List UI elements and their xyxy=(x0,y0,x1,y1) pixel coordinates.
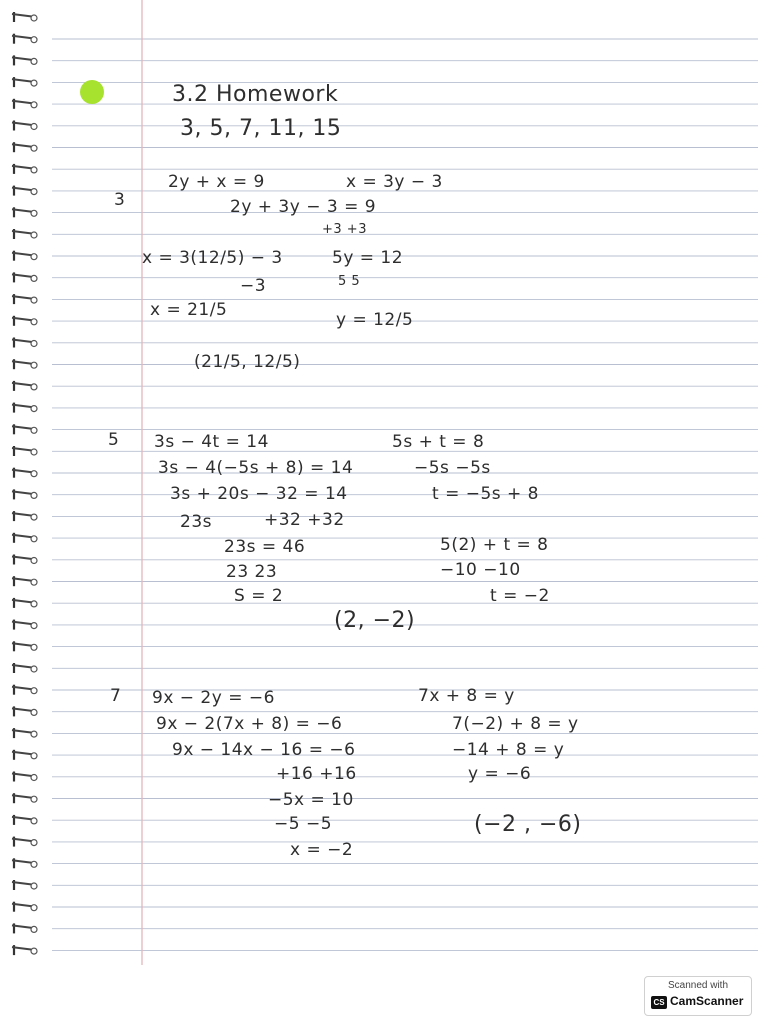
work-line: −3 xyxy=(240,276,267,296)
spiral-ring xyxy=(12,468,37,478)
spiral-ring xyxy=(12,77,37,87)
spiral-ring xyxy=(12,229,37,239)
spiral-ring xyxy=(12,793,37,803)
spiral-ring xyxy=(12,251,37,261)
spiral-ring xyxy=(12,880,37,890)
work-line: −5s −5s xyxy=(414,458,491,478)
spiral-ring xyxy=(12,424,37,434)
spiral-ring xyxy=(12,858,37,868)
spiral-ring xyxy=(12,121,37,131)
work-line: y = −6 xyxy=(468,764,532,784)
work-line: x = −2 xyxy=(290,840,354,860)
work-line: 23s xyxy=(180,512,212,532)
spiral-ring xyxy=(12,620,37,630)
work-line: 5s + t = 8 xyxy=(392,432,485,452)
spiral-ring xyxy=(12,533,37,543)
work-line: −5 −5 xyxy=(274,814,333,834)
watermark-caption: Scanned with xyxy=(667,980,729,991)
spiral-ring xyxy=(12,316,37,326)
spiral-binding xyxy=(12,12,37,955)
spiral-ring xyxy=(12,902,37,912)
work-line: S = 2 xyxy=(234,586,284,606)
spiral-ring xyxy=(12,815,37,825)
answer: (2, −2) xyxy=(334,608,416,633)
work-line: 9x − 14x − 16 = −6 xyxy=(172,740,356,760)
spiral-ring xyxy=(12,446,37,456)
spiral-ring xyxy=(12,34,37,44)
work-line: 3s + 20s − 32 = 14 xyxy=(170,484,348,504)
spiral-ring xyxy=(12,403,37,413)
spiral-ring xyxy=(12,186,37,196)
work-line: x = 3(12/5) − 3 xyxy=(142,248,283,268)
work-line: 3s − 4t = 14 xyxy=(154,432,269,452)
work-line: −5x = 10 xyxy=(268,790,354,810)
work-line: 9x − 2(7x + 8) = −6 xyxy=(156,714,343,734)
spiral-ring xyxy=(12,207,37,217)
spiral-ring xyxy=(12,272,37,282)
spiral-ring xyxy=(12,338,37,348)
spiral-ring xyxy=(12,511,37,521)
problem-number: 7 xyxy=(110,686,122,706)
work-line: 5y = 12 xyxy=(332,248,404,268)
work-line: 5(2) + t = 8 xyxy=(440,535,549,555)
spiral-ring xyxy=(12,164,37,174)
work-line: 2y + 3y − 3 = 9 xyxy=(230,197,377,217)
work-line: t = −2 xyxy=(490,586,550,606)
spiral-ring xyxy=(12,685,37,695)
spiral-ring xyxy=(12,641,37,651)
spiral-ring xyxy=(12,359,37,369)
work-line: 3s − 4(−5s + 8) = 14 xyxy=(158,458,354,478)
spiral-ring xyxy=(12,576,37,586)
work-line: 23 23 xyxy=(226,562,278,582)
camscanner-logo-icon: CS xyxy=(651,996,667,1009)
work-line: y = 12/5 xyxy=(336,310,414,330)
spiral-ring xyxy=(12,294,37,304)
green-sticker-dot xyxy=(80,80,104,104)
work-line: +16 +16 xyxy=(276,764,357,784)
work-line: t = −5s + 8 xyxy=(432,484,540,504)
page-title: 3.2 Homework xyxy=(172,82,339,107)
work-line: 7(−2) + 8 = y xyxy=(452,714,579,734)
work-line: +32 +32 xyxy=(264,510,345,530)
spiral-ring xyxy=(12,489,37,499)
work-line: 23s = 46 xyxy=(224,537,306,557)
camscanner-watermark xyxy=(644,976,752,1016)
work-line: +3 +3 xyxy=(322,222,367,237)
spiral-ring xyxy=(12,555,37,565)
spiral-ring xyxy=(12,837,37,847)
spiral-ring xyxy=(12,706,37,716)
spiral-ring xyxy=(12,55,37,65)
spiral-ring xyxy=(12,772,37,782)
spiral-ring xyxy=(12,142,37,152)
spiral-ring xyxy=(12,663,37,673)
problem-number: 5 xyxy=(108,430,120,450)
spiral-ring xyxy=(12,945,37,955)
work-line: x = 3y − 3 xyxy=(346,172,443,192)
work-line: −10 −10 xyxy=(440,560,521,580)
assigned-problems: 3, 5, 7, 11, 15 xyxy=(180,116,342,141)
spiral-ring xyxy=(12,99,37,109)
spiral-ring xyxy=(12,381,37,391)
spiral-ring xyxy=(12,923,37,933)
work-line: −14 + 8 = y xyxy=(452,740,565,760)
spiral-ring xyxy=(12,598,37,608)
work-line: 7x + 8 = y xyxy=(418,686,515,706)
work-line: 5 5 xyxy=(338,274,361,289)
spiral-ring xyxy=(12,728,37,738)
spiral-ring xyxy=(12,12,37,22)
answer: (−2 , −6) xyxy=(474,812,582,837)
work-line: x = 21/5 xyxy=(150,300,228,320)
work-line: 2y + x = 9 xyxy=(168,172,265,192)
answer: (21/5, 12/5) xyxy=(194,352,301,372)
work-line: 9x − 2y = −6 xyxy=(152,688,275,708)
watermark-brand: CamScanner xyxy=(670,994,744,1008)
problem-number: 3 xyxy=(114,190,126,210)
spiral-ring xyxy=(12,750,37,760)
